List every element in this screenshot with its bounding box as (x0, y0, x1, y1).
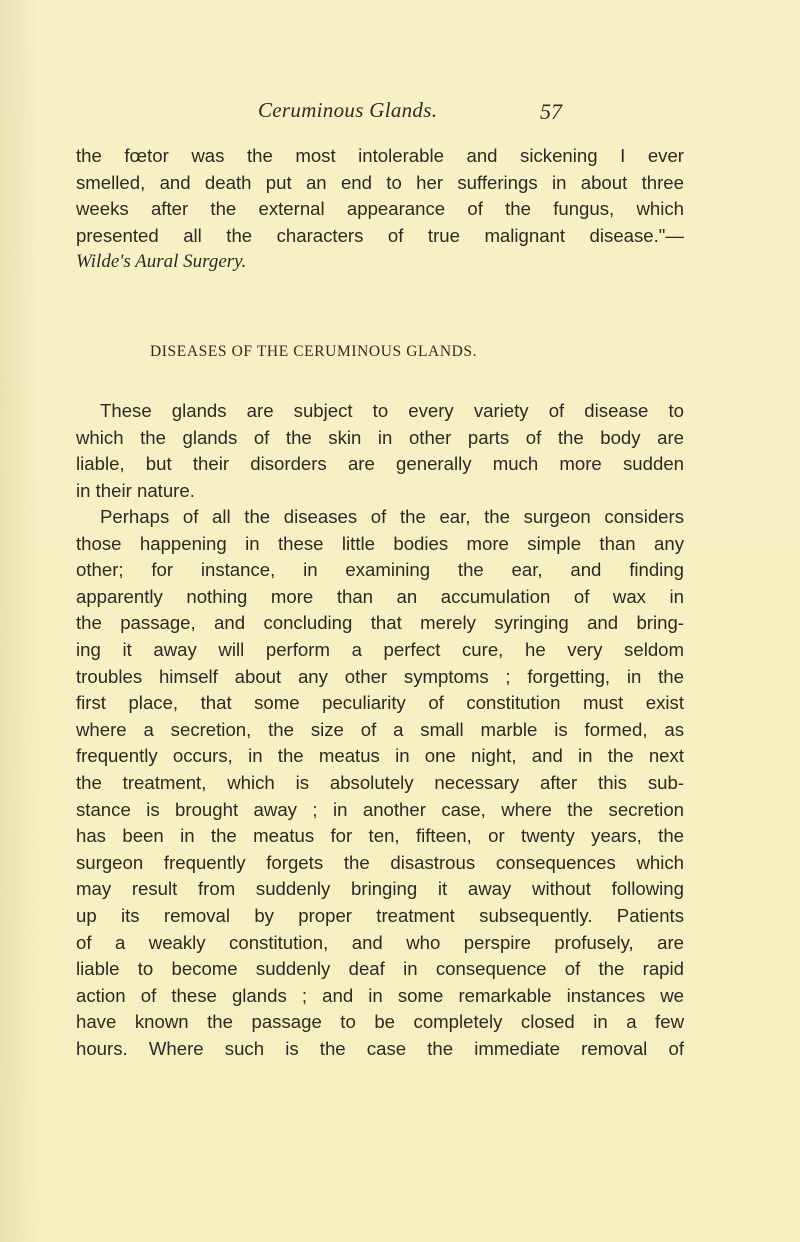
paragraph-1 (76, 398, 684, 504)
text-line: the treatment, which is absolutely necessary after this sub- (76, 771, 684, 793)
text-line: may result from suddenly bringing it away without following (76, 878, 684, 900)
text-line: where a secretion, the size of a small marble is formed, as (76, 718, 684, 740)
text-line: presented all the characters of true malignant disease."— (76, 224, 684, 246)
text-line: other; for instance, in examining the ear, and finding (76, 559, 684, 581)
text-line: liable, but their disorders are generally much more sudden (76, 453, 684, 475)
page-header (0, 98, 800, 128)
text-line: liable to become suddenly deaf in consequence of the rapid (76, 958, 684, 980)
intro-quotation (76, 143, 684, 276)
text-line: smelled, and death put an end to her sufferings in about three (76, 171, 684, 193)
text-line: the passage, and concluding that merely syringing and bring- (76, 612, 684, 634)
text-line: apparently nothing more than an accumulation of wax in (76, 585, 684, 607)
text-line: has been in the meatus for ten, fifteen, or twenty years, the (76, 825, 684, 847)
text-line: first place, that some peculiarity of constitution must exist (76, 692, 684, 714)
text-line: Perhaps of all the diseases of the ear, the surgeon considers (100, 506, 684, 527)
text-line: up its removal by proper treatment subsequently. Patients (76, 904, 684, 926)
text-line: action of these glands ; and in some remarkable instances we (76, 984, 684, 1006)
text-line: stance is brought away ; in another case, where the secretion (76, 798, 684, 820)
text-line: ing it away will perform a perfect cure, he very seldom (76, 638, 684, 660)
text-line: surgeon frequently forgets the disastrous consequences which (76, 851, 684, 873)
page-number: 57 (540, 99, 562, 124)
running-title: Ceruminous Glands. (258, 98, 438, 122)
text-line: in their nature. (76, 479, 195, 501)
paragraph-2 (76, 504, 684, 1062)
citation: Wilde's Aural Surgery. (76, 251, 247, 273)
text-line: weeks after the external appearance of the fungus, which (76, 198, 684, 220)
text-line: which the glands of the skin in other parts of the body are (76, 426, 684, 448)
text-line: of a weakly constitution, and who perspire profusely, are (76, 931, 684, 953)
text-line: frequently occurs, in the meatus in one night, and in the next (76, 745, 684, 767)
text-line: the fœtor was the most intolerable and sickening I ever (76, 145, 684, 166)
text-line: troubles himself about any other symptoms ; forgetting, in the (76, 665, 684, 687)
section-heading: DISEASES OF THE CERUMINOUS GLANDS. (150, 343, 478, 360)
text-line: those happening in these little bodies more simple than any (76, 532, 684, 554)
text-line: These glands are subject to every variety of disease to (100, 400, 684, 421)
text-line: have known the passage to be completely closed in a few (76, 1011, 684, 1033)
text-line: hours. Where such is the case the immediate removal of (76, 1037, 684, 1059)
